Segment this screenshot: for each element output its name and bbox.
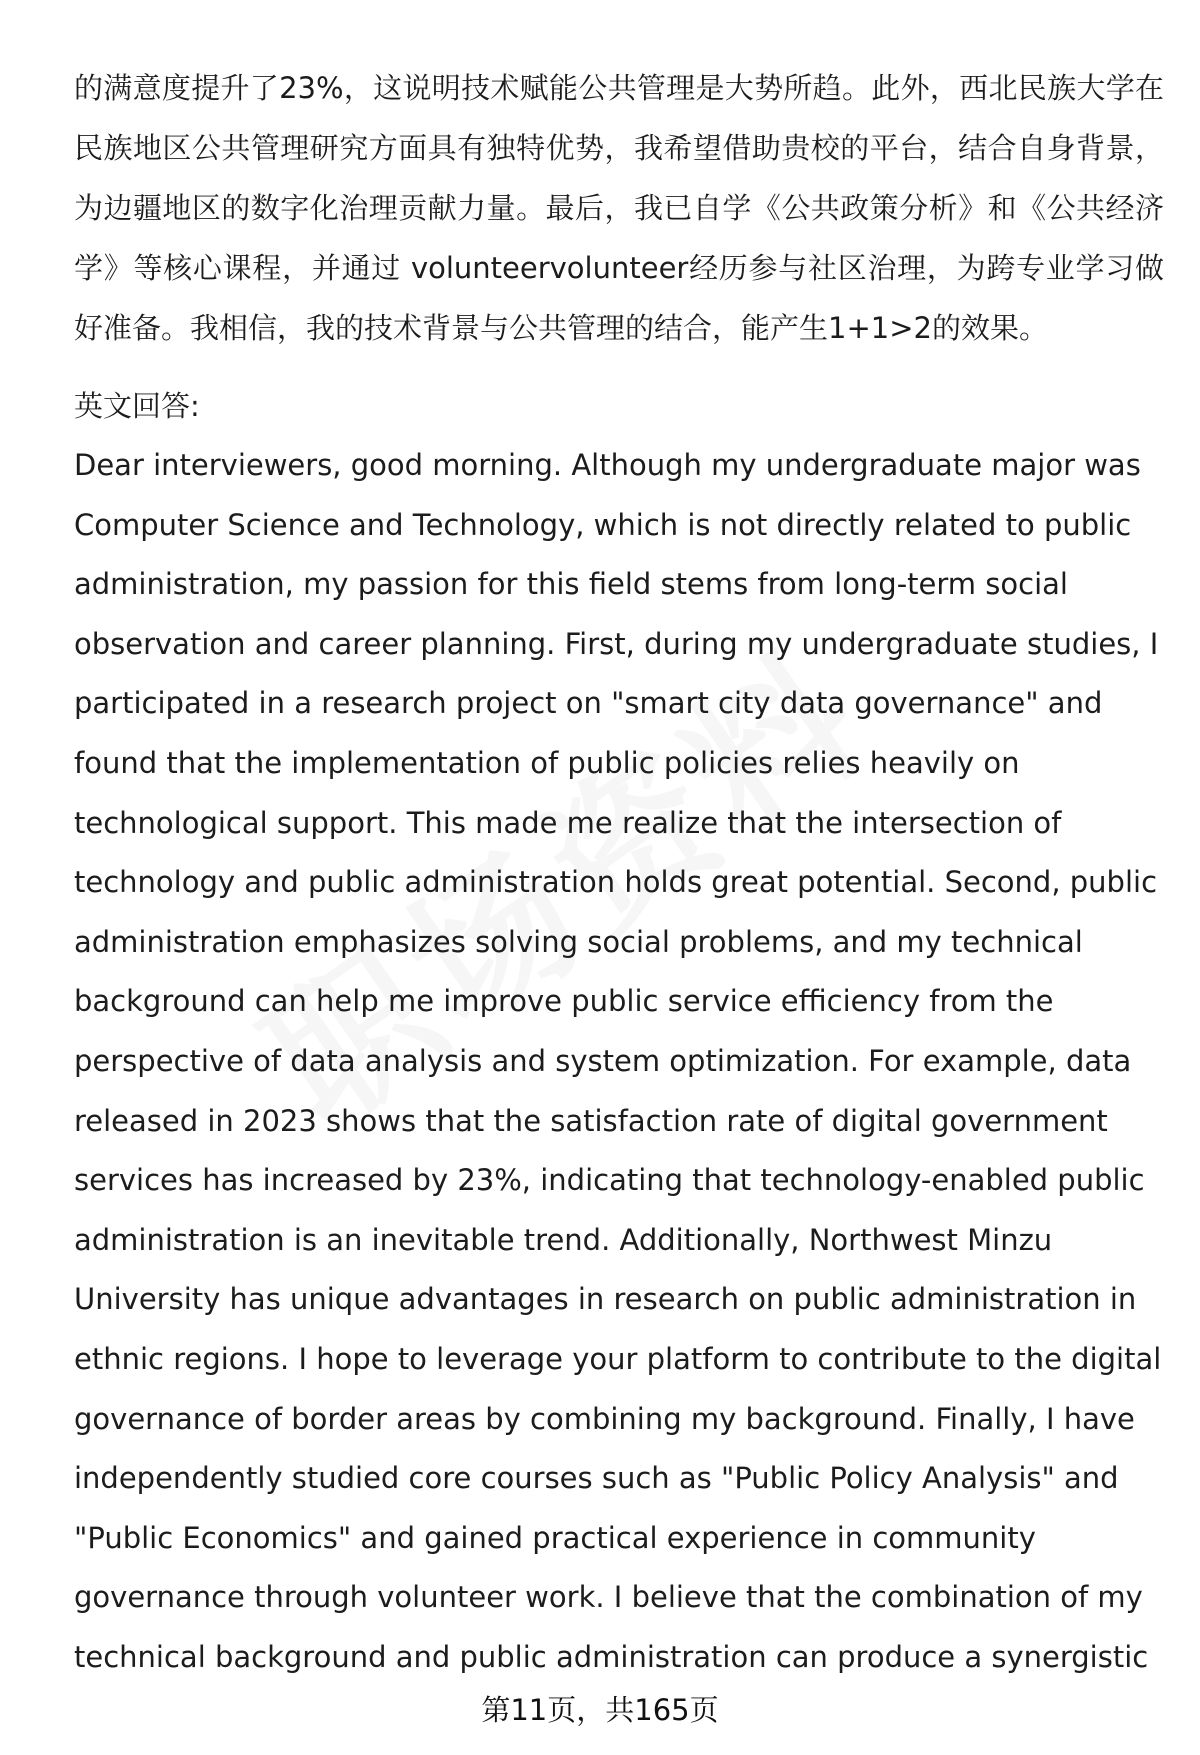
chinese-answer-paragraph: 的满意度提升了23%，这说明技术赋能公共管理是大势所趋。此外，西北民族大学在民族地区公共管理研究方面具有独特优势，我希望借助贵校的平台，结合自身背景，为边疆地区的数字化治理贡献力量。最后，我已自学《公共政策分析》和《公共经济学》等核心课程，并通过 volunteervolunteer经历参与社区治理，为跨专业学习做好准备。我相信，我的技术背景与公共管理的结合，能产生1+1>2的效果。 <box>74 71 1164 345</box>
page-number-footer: 第11页，共165页 <box>481 1693 719 1727</box>
english-answer-paragraph: Dear interviewers, good morning. Although my undergraduate major was Computer Science and Technology, which is not directly related to public administration, my passion for this field stems from long-term social observation and career planning. First, during my undergraduate studies, I participated in a research project on "smart city data governance" and found that the implementation of public policies relies heavily on technological support. This made me realize that the intersection of technology and public administration holds great potential. Second, public administration emphasizes solving social problems, and my technical background can help me improve public service efficiency from the perspective of data analysis and system optimization. For example, data released in 2023 shows that the satisfaction rate of digital government services has increased by 23%, indicating that technology-enabled public administration is an inevitable trend. Additionally, Northwest Minzu University has unique advantages in research on public administration in ethnic regions. I hope to leverage your platform to contribute to the digital governance of border areas by combining my background. Finally, I have independently studied core courses such as "Public Policy Analysis" and "Public Economics" and gained practical experience in community governance through volunteer work. I believe that the combination of my technical background and public administration can produce a synergistic <box>74 448 1162 1674</box>
page-content <box>74 58 1164 1687</box>
english-answer-label: 英文回答: <box>74 389 200 423</box>
